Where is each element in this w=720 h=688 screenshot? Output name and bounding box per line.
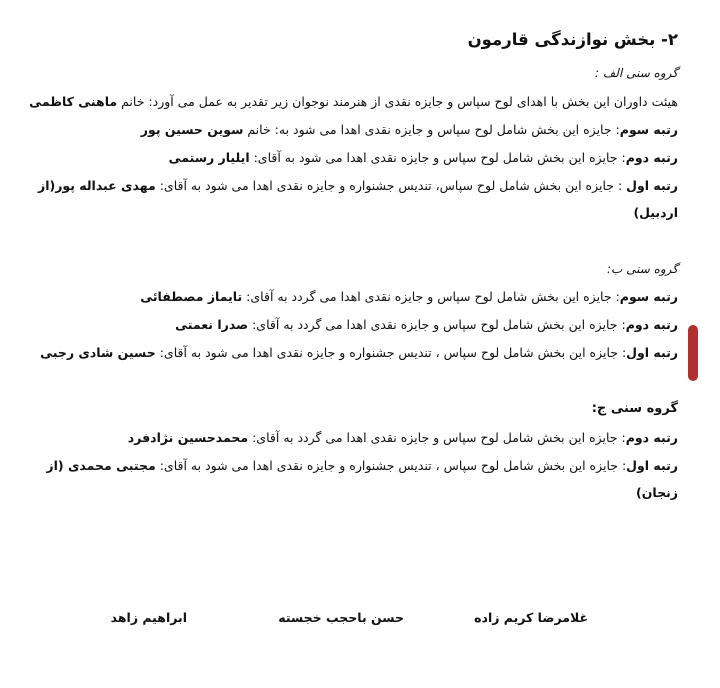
rank-text: : جایزه این بخش شامل لوح سپاس ، تندیس جشنواره و جایزه نقدی اهدا می شود به آقای: xyxy=(155,458,627,473)
rank-label: رتبه دوم xyxy=(625,317,678,332)
group-c-first-line xyxy=(28,452,678,506)
group-a-intro xyxy=(28,88,678,115)
rank-label: رتبه اول xyxy=(626,345,678,360)
rank-text: : جایزه این بخش شامل لوح سپاس، تندیس جشنواره و جایزه نقدی اهدا می شود به آقای: xyxy=(155,178,627,193)
signature-right: غلامرضا کریم زاده xyxy=(474,610,588,625)
signature-left: ابراهیم زاهد xyxy=(110,610,187,625)
winner-name: محمدحسین نژادفرد xyxy=(127,430,249,445)
winner-name: سوین حسین پور xyxy=(140,122,244,137)
group-c-title: گروه سنی ج: xyxy=(591,401,678,416)
group-a-second-line xyxy=(28,144,678,171)
winner-name: حسین شادی رجبی xyxy=(40,345,156,360)
group-b-third-line xyxy=(28,283,678,310)
group-a-third-line xyxy=(28,116,678,143)
rank-text: : جایزه این بخش شامل لوح سپاس و جایزه نقدی اهدا می گردد به آقای: xyxy=(242,289,620,304)
winner-name: ایلیار رستمی xyxy=(168,150,250,165)
group-a-first-line xyxy=(28,172,678,226)
rank-text: : جایزه این بخش شامل لوح سپاس و جایزه نقدی اهدا می شود به آقای: xyxy=(249,150,626,165)
group-c-second-line xyxy=(28,424,678,451)
intro-text: هیئت داوران این بخش با اهدای لوح سپاس و جایزه نقدی از هنرمند نوجوان زیر تقدیر به عمل می آورد: خانم xyxy=(117,94,678,109)
rank-label: رتبه سوم xyxy=(619,122,678,137)
rank-label: رتبه دوم xyxy=(625,150,678,165)
intro-name: ماهنی کاظمی xyxy=(29,94,118,109)
rank-label: رتبه اول xyxy=(626,458,678,473)
signature-middle: حسن باحجب خجسته xyxy=(278,610,404,625)
rank-text: : جایزه این بخش شامل لوح سپاس و جایزه نقدی اهدا می شود به: خانم xyxy=(243,122,620,137)
rank-text: : جایزه این بخش شامل لوح سپاس و جایزه نقدی اهدا می گردد به آقای: xyxy=(248,430,626,445)
group-b-title: گروه سنی ب: xyxy=(606,262,678,276)
rank-label: رتبه اول xyxy=(626,178,678,193)
winner-name: صدرا نعمتی xyxy=(175,317,249,332)
rank-text: : جایزه این بخش شامل لوح سپاس و جایزه نقدی اهدا می گردد به آقای: xyxy=(248,317,626,332)
section-title: ۲- بخش نوازندگی قارمون xyxy=(467,30,678,49)
scrollbar-thumb[interactable] xyxy=(688,325,698,381)
group-a-title: گروه سنی الف : xyxy=(595,66,678,80)
signatures-row xyxy=(0,610,720,634)
group-b-first-line xyxy=(28,339,678,366)
winner-name: مهدی عبداله پور(از اردبیل) xyxy=(38,178,678,220)
winner-name: مجتبی محمدی (از زنجان) xyxy=(46,458,678,500)
rank-label: رتبه سوم xyxy=(619,289,678,304)
group-b-second-line xyxy=(28,311,678,338)
winner-name: تایماز مصطفائی xyxy=(140,289,243,304)
rank-label: رتبه دوم xyxy=(625,430,678,445)
rank-text: : جایزه این بخش شامل لوح سپاس ، تندیس جشنواره و جایزه نقدی اهدا می شود به آقای: xyxy=(155,345,627,360)
